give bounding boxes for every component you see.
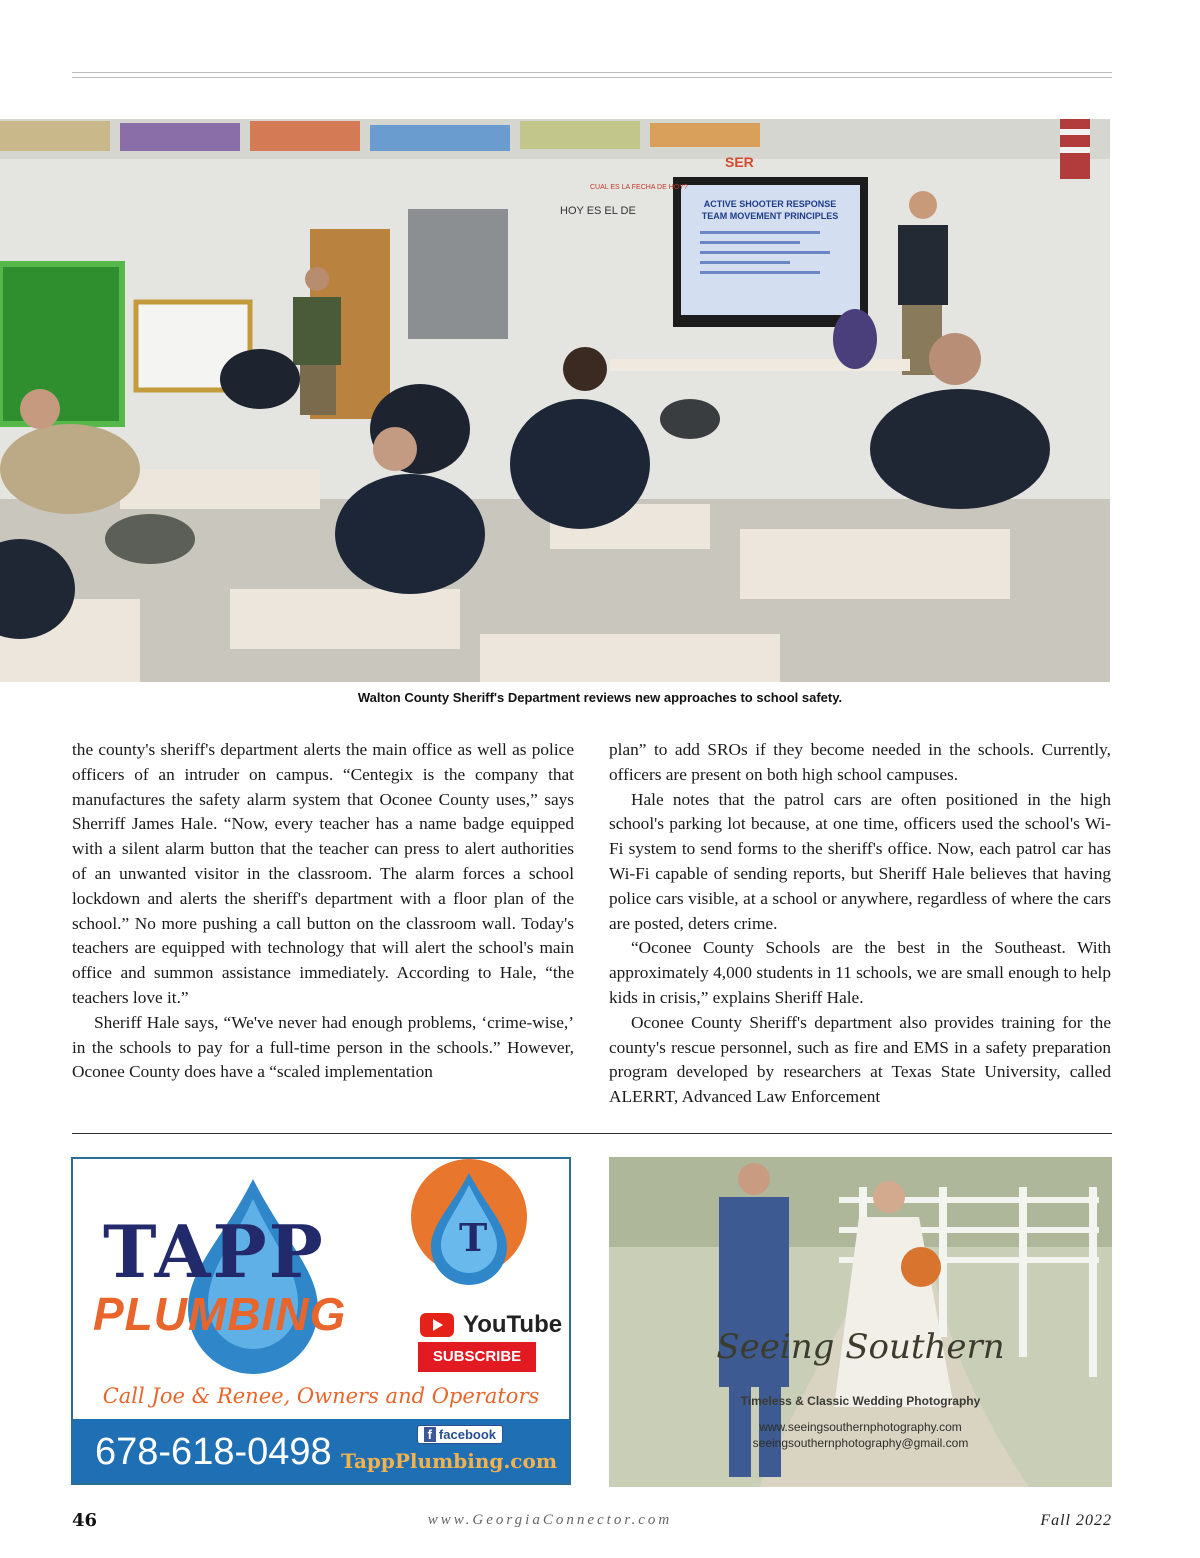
seeing-southern-email[interactable]: seeingsouthernphotography@gmail.com xyxy=(752,1436,969,1450)
wall-sign: SER xyxy=(725,154,754,170)
wall-words: HOY ES EL DE xyxy=(560,205,636,217)
photo-caption: Walton County Sheriff's Department reviews new approaches to school safety. xyxy=(357,690,843,705)
facebook-badge[interactable] xyxy=(417,1425,503,1444)
tapp-name: TAPP xyxy=(103,1209,325,1294)
article-paragraph: plan” to add SROs if they become needed in the schools. Currently, officers are present on both high school campuses. xyxy=(609,740,1111,784)
article-paragraph: Sheriff Hale says, “We've never had enough problems, ‘crime-wise,’ in the schools to pay for a full-time person in the schools.” However, Oconee County does have a “scaled implementation xyxy=(72,1012,574,1082)
tapp-website[interactable]: TappPlumbing.com xyxy=(341,1449,557,1473)
facebook-word: facebook xyxy=(438,1427,496,1442)
article-paragraph: the county's sheriff's department alerts the main office as well as police officers of an intruder on campus. “Centegix is the company that manufactures the safety alarm system that Oconee County uses,” says Sherriff James Hale. “Now, every teacher has a name badge equipped with a silent alarm button that the teacher can press to alert authorities of an unwanted visitor in the classroom. The alarm forces a school lockdown and alerts the sheriff's department with a floor plan of the school.” No more pushing a call button on the classroom wall. Today's teachers are equipped with technology that will alert the school's main office and summon assistance immediately. According to Hale, “the teachers love it.” xyxy=(72,740,574,1007)
tapp-plumbing-ad[interactable] xyxy=(71,1157,571,1485)
article-column-left xyxy=(72,738,574,1085)
screen-title-2: TEAM MOVEMENT PRINCIPLES xyxy=(701,211,839,221)
footer-issue: Fall 2022 xyxy=(1040,1512,1112,1529)
classroom-photo xyxy=(0,119,1110,682)
tapp-owners-line: Call Joe & Renee, Owners and Operators xyxy=(102,1384,540,1408)
section-rule xyxy=(72,1133,1112,1134)
tapp-trade: PLUMBING xyxy=(93,1288,347,1340)
subscribe-button[interactable]: SUBSCRIBE xyxy=(418,1342,536,1372)
screen-title-1: ACTIVE SHOOTER RESPONSE xyxy=(703,199,837,209)
article-paragraph: “Oconee County Schools are the best in the Southeast. With approximately 4,000 students in 11 schools, we are small enough to help kids in crisis,” explains Sheriff Hale. xyxy=(609,938,1111,1007)
tapp-logo-letter: T xyxy=(459,1215,488,1260)
seeing-southern-tagline: Timeless & Classic Wedding Photography xyxy=(740,1394,981,1408)
seeing-southern-url[interactable]: www.seeingsouthernphotography.com xyxy=(759,1420,962,1434)
top-rule xyxy=(72,72,1112,73)
youtube-word: YouTube xyxy=(463,1311,563,1338)
top-rule-second xyxy=(72,77,1112,78)
seeing-southern-ad[interactable] xyxy=(609,1157,1112,1487)
seeing-southern-title: Seeing Southern xyxy=(716,1327,1005,1367)
tapp-contact-bar xyxy=(73,1419,569,1485)
wall-banner: CUAL ES LA FECHA DE HOY? xyxy=(590,184,688,191)
footer-url[interactable]: www.GeorgiaConnector.com xyxy=(427,1512,673,1528)
facebook-icon: f xyxy=(424,1427,436,1442)
article-column-right xyxy=(609,738,1111,1110)
article-paragraph: Hale notes that the patrol cars are often positioned in the high school's parking lot because, at one time, officers used the school's Wi-Fi system to send forms to the sheriff's office. Now, each patrol car has Wi-Fi capable of sending reports, but Sheriff Hale believes that having police cars visible, at a school or anywhere, regardless of where the cars are posted, deters crime. xyxy=(609,789,1111,933)
page-number: 46 xyxy=(72,1510,98,1531)
tapp-phone[interactable]: 678-618-0498 xyxy=(95,1431,332,1473)
article-paragraph: Oconee County Sheriff's department also provides training for the county's rescue personnel, such as fire and EMS in a safety preparation program developed by researchers at Texas State University, called ALERRT, Advanced Law Enforcement xyxy=(609,1012,1111,1107)
youtube-logo[interactable] xyxy=(423,1311,562,1339)
